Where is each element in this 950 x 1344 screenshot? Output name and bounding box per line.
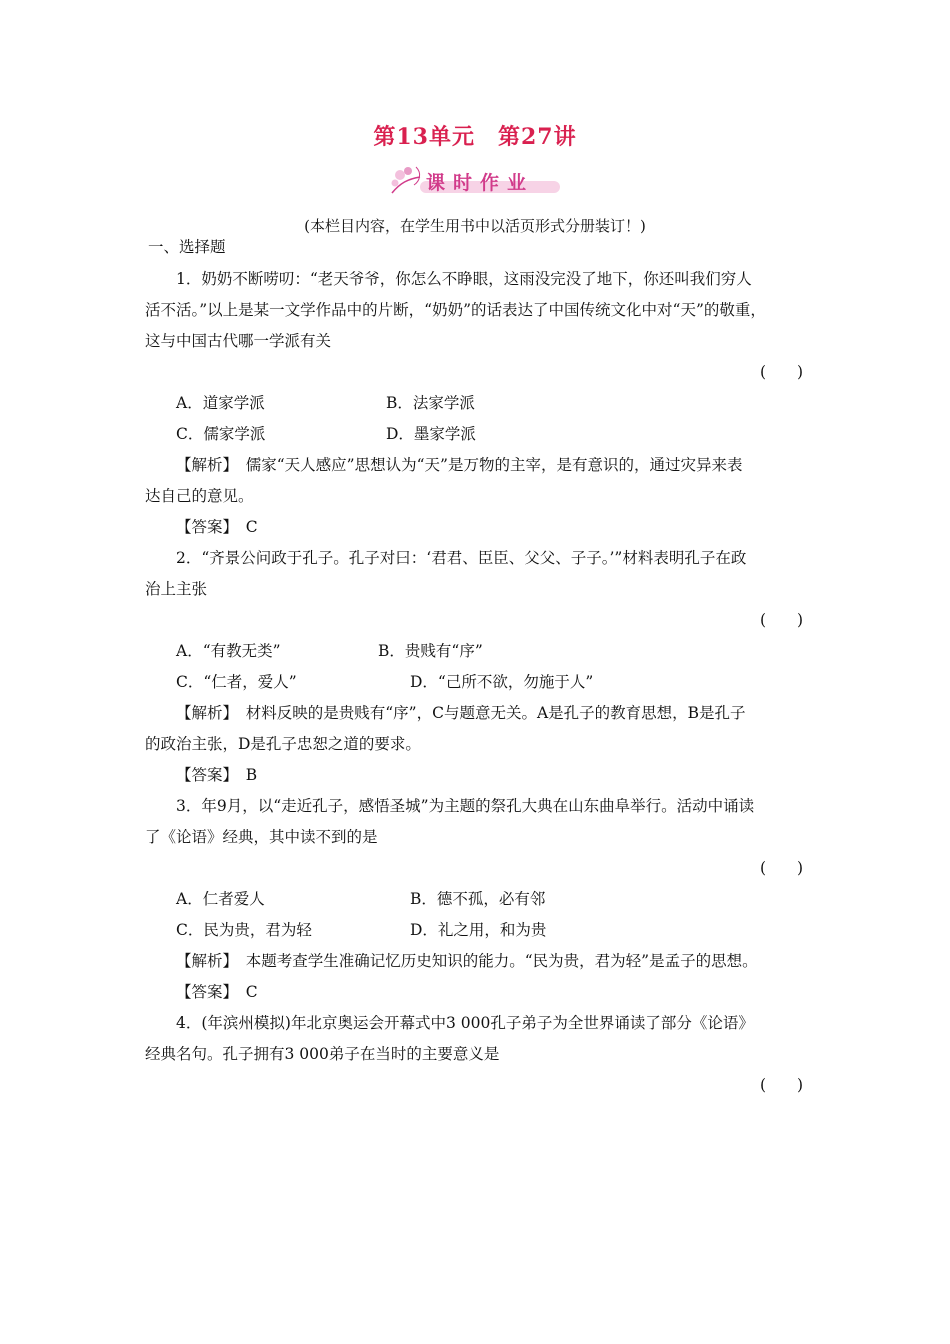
question-1-text: 活不活。”以上是某一文学作品中的片断，“奶奶”的话表达了中国传统文化中对“天”的敬重， <box>145 301 766 319</box>
option-c: C．民为贵，君为轻 <box>176 921 312 939</box>
option-b: B．贵贱有“序” <box>378 642 483 660</box>
answer-blank: ( ) <box>760 611 804 629</box>
answer-blank: ( ) <box>760 363 804 381</box>
question-4-text: 经典名句。孔子拥有3 000弟子在当时的主要意义是 <box>145 1045 500 1063</box>
binding-note: (本栏目内容，在学生用书中以活页形式分册装订！) <box>304 217 646 235</box>
analysis: 【解析】 材料反映的是贵贱有“序”，C与题意无关。A是孔子的教育思想，B是孔子 <box>176 704 746 722</box>
answer: 【答案】 C <box>176 518 258 536</box>
question-1-text: 1．奶奶不断唠叨：“老天爷爷，你怎么不睁眼，这雨没完没了地下，你还叫我们穷人 <box>176 270 752 288</box>
question-3-text: 了《论语》经典，其中读不到的是 <box>145 828 378 846</box>
option-d: D．礼之用，和为贵 <box>410 921 547 939</box>
option-d: D．“己所不欲，勿施于人” <box>410 673 594 691</box>
banner-title: 课时作业 <box>426 172 535 194</box>
option-b: B．德不孤，必有邻 <box>410 890 546 908</box>
answer: 【答案】 B <box>176 766 258 784</box>
answer-blank: ( ) <box>760 859 804 877</box>
question-2-text: 治上主张 <box>145 580 208 598</box>
answer: 【答案】 C <box>176 983 258 1001</box>
option-b: B．法家学派 <box>386 394 475 412</box>
analysis: 【解析】 本题考查学生准确记忆历史知识的能力。“民为贵，君为轻”是孟子的思想。 <box>176 952 758 970</box>
answer-blank: ( ) <box>760 1076 804 1094</box>
page-title: 第13单元 第27讲 <box>373 124 577 150</box>
question-1-text: 这与中国古代哪一学派有关 <box>145 332 332 350</box>
analysis: 的政治主张，D是孔子忠恕之道的要求。 <box>145 735 421 753</box>
question-3-text: 3．年9月，以“走近孔子，感悟圣城”为主题的祭孔大典在山东曲阜举行。活动中诵读 <box>176 797 755 815</box>
option-c: C．儒家学派 <box>176 425 266 443</box>
banner-logo <box>386 163 566 197</box>
option-a: A．道家学派 <box>176 394 265 412</box>
analysis: 达自己的意见。 <box>145 487 254 505</box>
option-d: D．墨家学派 <box>386 425 476 443</box>
question-2-text: 2．“齐景公问政于孔子。孔子对曰：‘君君、臣臣、父父、子子。’”材料表明孔子在政 <box>176 549 747 567</box>
option-a: A．仁者爱人 <box>176 890 265 908</box>
option-c: C．“仁者，爱人” <box>176 673 297 691</box>
option-a: A．“有教无类” <box>176 642 281 660</box>
section-heading: 一、选择题 <box>148 238 226 256</box>
question-4-text: 4．(年滨州模拟)年北京奥运会开幕式中3 000孔子弟子为全世界诵读了部分《论语》 <box>176 1014 754 1032</box>
analysis: 【解析】 儒家“天人感应”思想认为“天”是万物的主宰，是有意识的，通过灾异来表 <box>176 456 743 474</box>
